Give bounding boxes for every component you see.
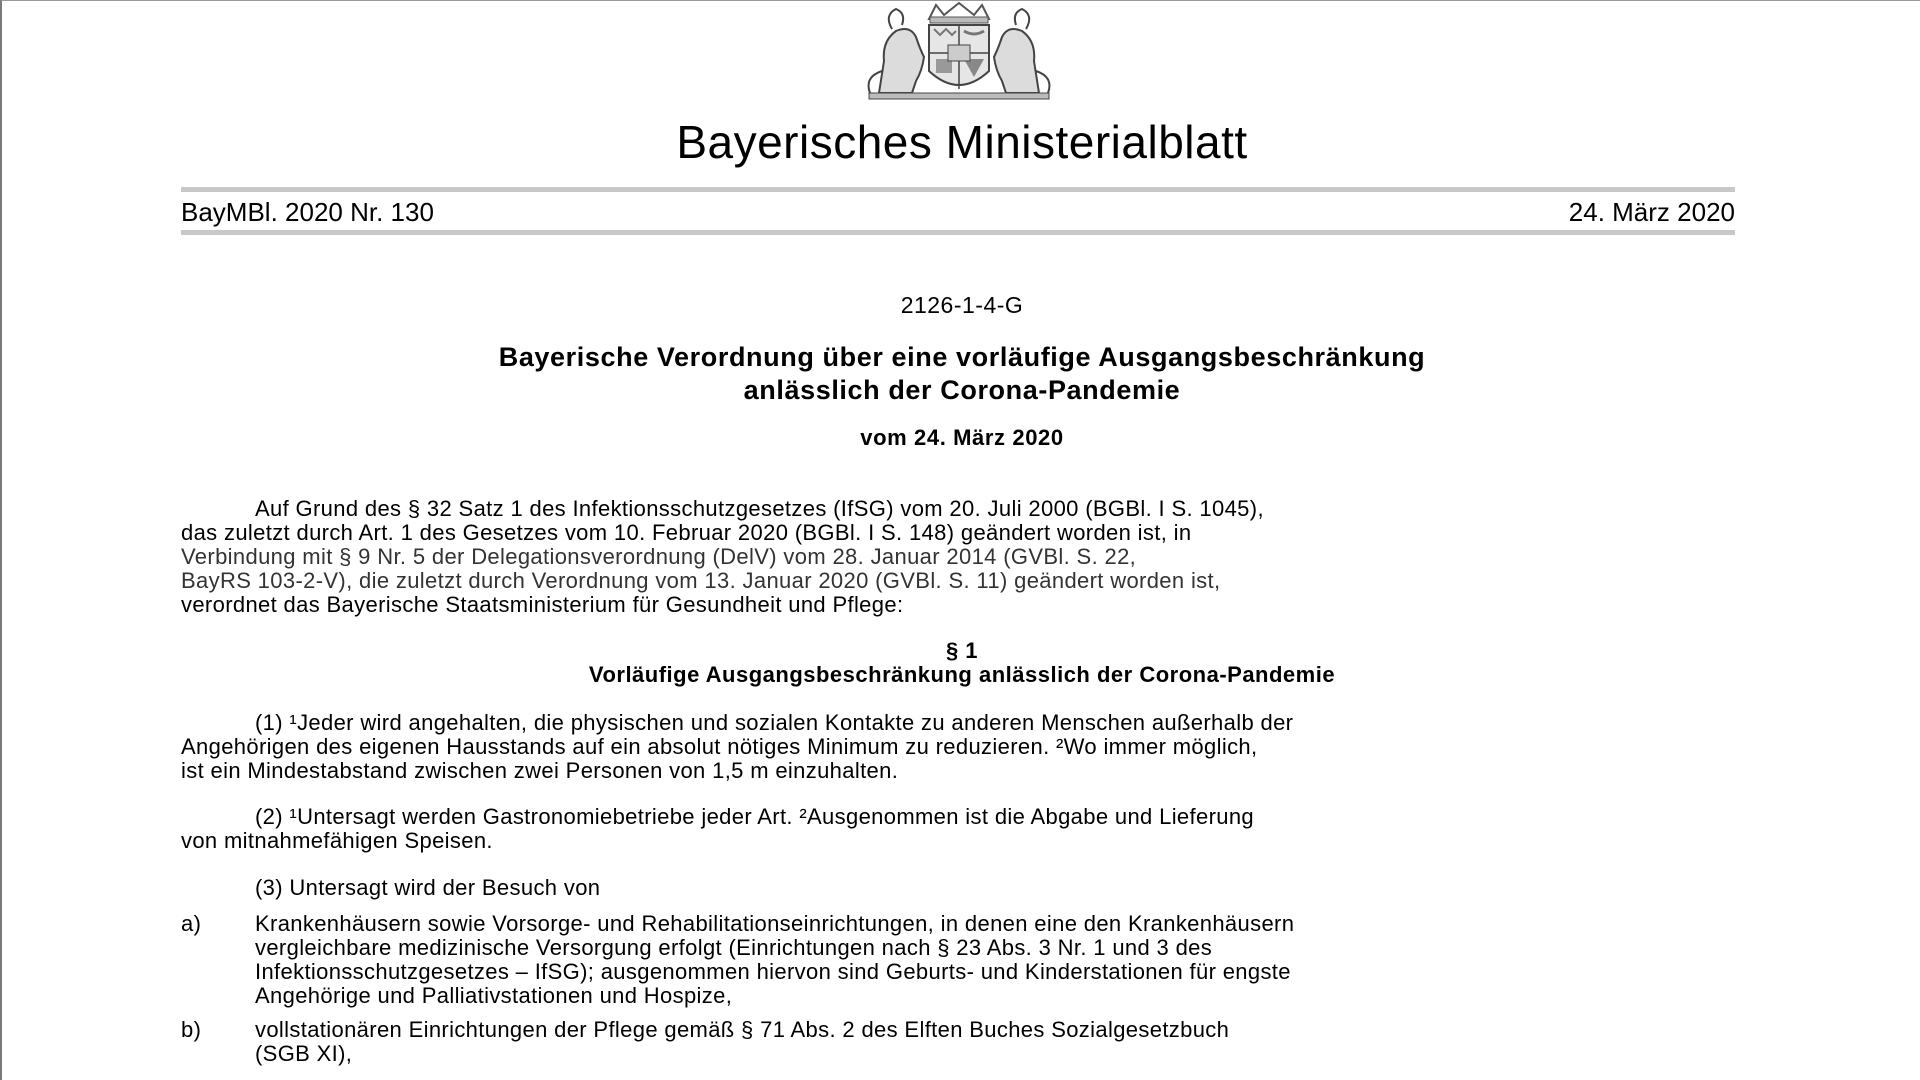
list-item-label: b) bbox=[181, 1017, 202, 1042]
section-title: Vorläufige Ausgangsbeschränkung anlässlich der Corona-Pandemie bbox=[588, 662, 1336, 687]
paragraph-1 bbox=[181, 711, 1741, 783]
preamble-line: verordnet das Bayerische Staatsministerium für Gesundheit und Pflege: bbox=[181, 592, 904, 617]
paragraph-line: (3) Untersagt wird der Besuch von bbox=[255, 875, 601, 900]
masthead-title: Bayerisches Ministerialblatt bbox=[676, 116, 1248, 168]
list-item-text bbox=[255, 1018, 1735, 1066]
issue-date: 24. März 2020 bbox=[1568, 197, 1735, 227]
paragraph-line: (2) ¹Untersagt werden Gastronomiebetriebe jeder Art. ²Ausgenommen ist die Abgabe und Lieferung bbox=[255, 804, 1254, 829]
regulation-title-line: Bayerische Verordnung über eine vorläufige Ausgangsbeschränkung bbox=[498, 342, 1426, 372]
section-number: § 1 bbox=[945, 638, 979, 663]
paragraph-line: (1) ¹Jeder wird angehalten, die physischen und sozialen Kontakte zu anderen Menschen außerhalb der bbox=[255, 710, 1294, 735]
regulation-title bbox=[2, 341, 1920, 407]
gliederungsnummer: 2126-1-4-G bbox=[900, 292, 1024, 318]
paragraph-3 bbox=[181, 876, 1741, 900]
list-item-line: Angehörige und Palliativstationen und Hospize, bbox=[255, 983, 733, 1008]
preamble-line: das zuletzt durch Art. 1 des Gesetzes vom 10. Februar 2020 (BGBl. I S. 148) geändert worden ist, in bbox=[181, 520, 1192, 545]
preamble bbox=[181, 497, 1741, 617]
list-item-line: vergleichbare medizinische Versorgung erfolgt (Einrichtungen nach § 23 Abs. 3 Nr. 1 und 3 des bbox=[255, 935, 1213, 960]
list-item-text bbox=[255, 912, 1735, 1008]
regulation-title-line: anlässlich der Corona-Pandemie bbox=[743, 375, 1181, 405]
paragraph-2 bbox=[181, 805, 1741, 853]
preamble-line: BayRS 103-2-V), die zuletzt durch Verordnung vom 13. Januar 2020 (GVBl. S. 11) geändert worden ist, bbox=[181, 568, 1221, 593]
bavarian-coat-of-arms-icon bbox=[824, 1, 1094, 101]
paragraph-line: ist ein Mindestabstand zwischen zwei Personen von 1,5 m einzuhalten. bbox=[181, 758, 899, 783]
paragraph-line: Angehörigen des eigenen Hausstands auf ein absolut nötiges Minimum zu reduzieren. ²Wo immer möglich, bbox=[181, 734, 1258, 759]
paragraph-line: von mitnahmefähigen Speisen. bbox=[181, 828, 493, 853]
masthead-rule-top bbox=[181, 187, 1735, 192]
list-item-label: a) bbox=[181, 911, 202, 936]
list-item-line: Krankenhäusern sowie Vorsorge- und Rehabilitationseinrichtungen, in denen eine den Krankenhäusern bbox=[255, 911, 1295, 936]
list-item-line: vollstationären Einrichtungen der Pflege gemäß § 71 Abs. 2 des Elften Buches Sozialgesetzbuch bbox=[255, 1017, 1230, 1042]
issue-number: BayMBl. 2020 Nr. 130 bbox=[181, 197, 434, 227]
list-item-line: Infektionsschutzgesetzes – IfSG); ausgenommen hiervon sind Geburts- und Kinderstationen für engste bbox=[255, 959, 1291, 984]
preamble-line: Auf Grund des § 32 Satz 1 des Infektionsschutzgesetzes (IfSG) vom 20. Juli 2000 (BGBl. I S. 1045), bbox=[255, 496, 1264, 521]
masthead-rule-bottom bbox=[181, 230, 1735, 235]
regulation-date: vom 24. März 2020 bbox=[860, 425, 1064, 450]
preamble-line: Verbindung mit § 9 Nr. 5 der Delegationsverordnung (DelV) vom 28. Januar 2014 (GVBl. S. 22, bbox=[181, 544, 1137, 569]
list-item-line: (SGB XI), bbox=[255, 1041, 353, 1066]
